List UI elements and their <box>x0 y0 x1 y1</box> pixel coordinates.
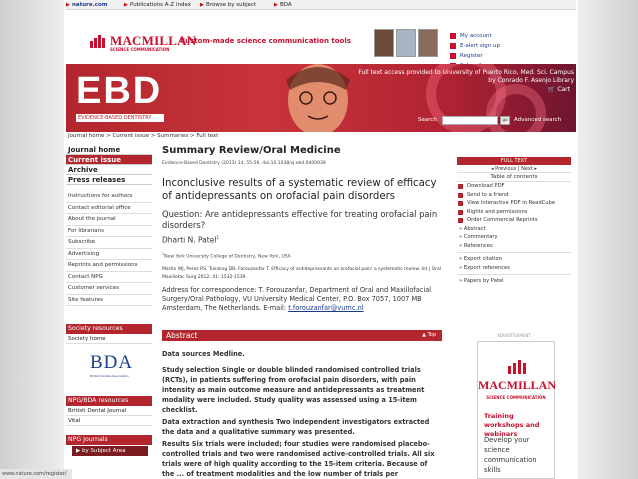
secondary-nav <box>66 191 152 306</box>
nav-about[interactable]: About the journal <box>66 214 152 226</box>
banner <box>66 13 576 63</box>
divider <box>457 274 571 275</box>
mail-icon <box>458 193 463 198</box>
nav-customer-services[interactable]: Customer services <box>66 283 152 295</box>
status-bar: www.nature.com/register/ <box>0 469 72 479</box>
correspondence: Address for correspondence: T. Forouzanfar, Department of Oral and Maxillofacial Surgery/Oral Pathology, VU University Medical Center, P.O. Box 7057, 1007 MB Amsterdam, The Netherlands. E-mail: t.forouzanfar@vumc.nl <box>162 286 432 312</box>
nav-librarians[interactable]: For librarians <box>66 226 152 238</box>
browse-link[interactable]: Browse by subject <box>206 2 257 8</box>
nav-current-issue[interactable]: Current issue <box>66 155 152 165</box>
send-friend-link[interactable]: Send to a friend <box>457 191 571 200</box>
data-sources-para: Data sources Medline. <box>162 350 245 358</box>
advanced-search-link[interactable]: Advanced search <box>514 117 562 123</box>
ad-develop: Develop your science communication skills <box>484 436 537 474</box>
banner-tagline[interactable]: Custom-made science communication tools <box>180 37 351 45</box>
ad-name: MACMILLAN <box>478 378 556 392</box>
article-question: Question: Are antidepressants effective for treating orofacial pain disorders? <box>162 209 438 230</box>
citation-line: Evidence-Based Dentistry (2013) 14, 55-56. doi:10.1038/sj.ebd.6400938 <box>162 161 326 166</box>
right-column <box>457 157 571 286</box>
access-notice: Full text access provided to University of Puerto Rico, Med. Sci. Campus by Conrado F. Asenjo Library <box>358 69 574 84</box>
nav-subscribe[interactable]: Subscribe <box>66 237 152 249</box>
arrow-icon: ▶ <box>274 2 278 8</box>
macmillan-ad[interactable] <box>477 341 555 479</box>
nav-instructions[interactable]: Instructions for authors <box>66 191 152 203</box>
ad-training: Training workshops and webinars <box>484 412 540 438</box>
register-link[interactable]: Register <box>450 51 500 61</box>
register-icon <box>450 53 456 59</box>
nav-archive[interactable]: Archive <box>66 165 152 175</box>
nav-contact-editorial[interactable]: Contact editorial office <box>66 203 152 215</box>
affiliation: $^1$New York University College of Dentistry, New York, USA <box>162 252 291 260</box>
npg-journals-heading: NPG Journals <box>66 435 152 445</box>
readcube-link[interactable]: View interactive PDF in ReadCube <box>457 199 571 208</box>
arrow-icon: ▶ <box>124 2 128 8</box>
user-icon <box>450 33 456 39</box>
nav-reprints[interactable]: Reprints and permissions <box>66 260 152 272</box>
section-heading: Summary Review/Oral Medicine <box>162 145 341 156</box>
macmillan-logo[interactable] <box>90 31 197 55</box>
left-nav <box>66 145 152 185</box>
breadcrumb[interactable]: Journal home > Current issue > Summaries > Full text <box>68 133 219 139</box>
arrow-icon: ▶ <box>66 2 70 8</box>
right-margin <box>578 0 638 479</box>
pdf-icon <box>458 184 463 189</box>
toc-link[interactable]: Table of contents <box>457 173 571 182</box>
study-selection-para: Study selection Single or double blinded randomised controlled trials (RCTs), in patients suffering from orofacial pain disorders, with pain intensity as main outcome measure and antidepressants as treatment modality were included. Study quality was assessed using a 15-item checklist. <box>162 366 425 414</box>
article-title: Inconclusive results of a systematic review of efficacy of antidepressants on orofacial pain disorders <box>162 178 437 202</box>
abstract-heading: Abstract ▲ Top <box>162 330 442 341</box>
nature-link[interactable]: nature.com <box>72 2 108 8</box>
abstract-link[interactable]: » Abstract <box>459 225 486 232</box>
my-account-link[interactable]: My account <box>450 31 500 41</box>
readcube-icon <box>458 201 463 206</box>
search-label: Search <box>418 117 437 123</box>
nav-advertising[interactable]: Advertising <box>66 249 152 261</box>
publications-link[interactable]: Publications A-Z index <box>130 2 191 8</box>
society-home-link[interactable]: Society home <box>66 335 152 344</box>
arrow-icon: ▶ <box>200 2 204 8</box>
reprints-icon <box>458 218 463 223</box>
nav-journal-home[interactable]: Journal home <box>66 145 152 155</box>
ad-sub: SCIENCE COMMUNICATION <box>486 395 546 400</box>
full-text-heading: FULL TEXT <box>457 157 571 165</box>
bda-link[interactable]: BDA <box>280 2 292 8</box>
references-link[interactable]: » References <box>459 242 493 249</box>
commentary-link[interactable]: » Commentary <box>459 234 498 240</box>
data-extraction-para: Data extraction and synthesis Two independent investigators extracted the data and a qualitative summary was presented. <box>162 418 430 436</box>
nav-site-features[interactable]: Site features <box>66 295 152 307</box>
email-link[interactable]: t.forouzanfar@vumc.nl <box>288 304 364 312</box>
top-bar <box>66 0 576 10</box>
ebd-hero <box>66 64 576 132</box>
mail-icon <box>450 43 456 49</box>
prev-next-links[interactable]: ◂ Previous | Next ▸ <box>457 165 571 173</box>
e-alert-link[interactable]: E-alert sign up <box>450 41 500 51</box>
divider <box>457 252 571 253</box>
ebd-logo[interactable] <box>76 70 164 122</box>
search-input[interactable] <box>442 116 498 125</box>
macmillan-mark-icon <box>508 360 526 374</box>
society-resources-heading: Society resources <box>66 324 152 334</box>
macmillan-sub: SCIENCE COMMUNICATION <box>110 47 170 52</box>
web-page <box>66 0 576 479</box>
nav-press-releases[interactable]: Press releases <box>66 175 152 185</box>
go-button[interactable]: go <box>500 116 510 125</box>
by-subject-button[interactable]: ▶ by Subject Area <box>72 446 148 456</box>
advert-label: ADVERTISEMENT <box>497 333 531 338</box>
rights-icon <box>458 210 463 215</box>
npg-bda-heading: NPG/BDA resources <box>66 396 152 406</box>
vital-link[interactable]: Vital <box>66 417 152 426</box>
export-citation-link[interactable]: » Export citation <box>459 256 502 262</box>
ebd-subtitle: EVIDENCE-BASED DENTISTRY <box>76 114 164 122</box>
macmillan-mark-icon <box>90 35 108 48</box>
download-pdf-link[interactable]: Download PDF <box>457 182 571 191</box>
bdj-link[interactable]: British Dental Journal <box>66 407 152 416</box>
author-name[interactable]: Dharti N. Patel$^1$ <box>162 235 219 245</box>
nav-contact-npg[interactable]: Contact NPG <box>66 272 152 284</box>
left-margin <box>0 0 64 479</box>
reprints-link[interactable]: Order Commercial Reprints <box>457 216 571 225</box>
results-para: Results Six trials were included; four studies were randomised placebo-controlled trials and two were randomised active-controlled trials. All six trials were of high quality according to the 15-item criteria. Because of the ... of treatment modalities and the low number of trials per <box>162 440 435 478</box>
top-link[interactable]: ▲ Top <box>422 332 436 338</box>
rights-link[interactable]: Rights and permissions <box>457 208 571 217</box>
macmillan-name: MACMILLAN <box>110 33 197 48</box>
papers-by-link[interactable]: » Papers by Patel <box>459 278 504 284</box>
export-references-link[interactable]: » Export references <box>459 264 510 271</box>
cart-link[interactable]: 🛒 Cart <box>547 86 570 93</box>
ebd-title: EBD <box>76 70 163 112</box>
original-article: Martin WJ, Perez RS, Tuinzing DB, Forouzanfar T. Efficacy of antidepressants on orofacial pain: a systematic review. Int J Oral Maxillofac Surg 2012; 41: 1532-1539. <box>162 267 441 280</box>
bda-logo[interactable]: BDA British Dental Association <box>90 352 134 378</box>
